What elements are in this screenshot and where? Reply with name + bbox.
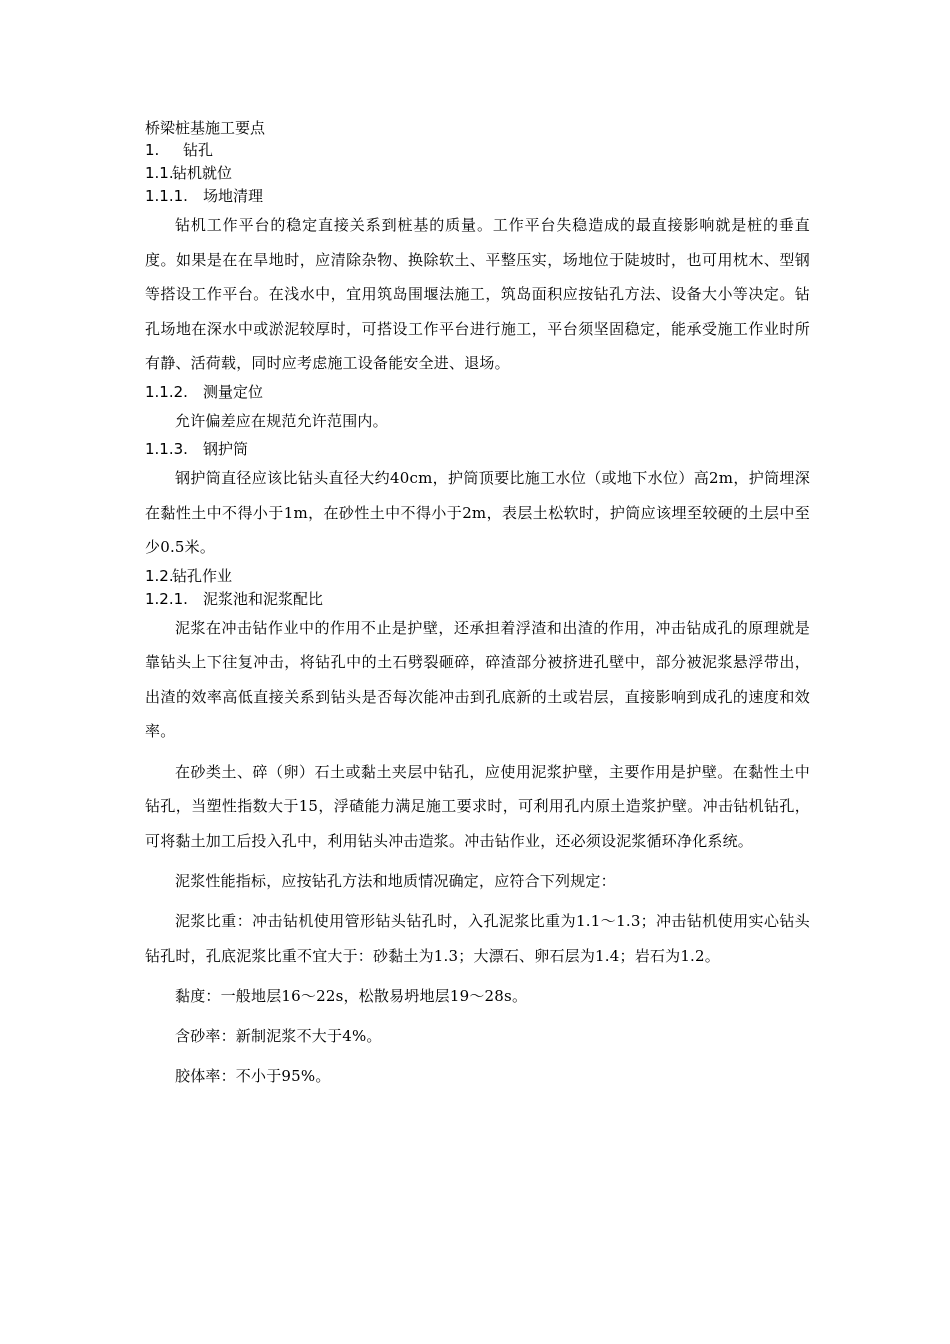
paragraph-site-clearing: 钻机工作平台的稳定直接关系到桩基的质量。工作平台失稳造成的最直接影响就是桩的垂直度。如果是在在旱地时，应清除杂物、换除软土、平整压实，场地位于陡坡时，也可用枕木、型钢等搭设工作平台。在浅水中，宜用筑岛围堰法施工，筑岛面积应按钻孔方法、设备大小等决定。钻孔场地在深水中或淤泥较厚时，可搭设工作平台进行施工，平台须坚固稳定，能承受施工作业时所有静、活荷载，同时应考虑施工设备能安全进、退场。: [145, 216, 810, 372]
heading-label: 钢护筒: [203, 440, 249, 458]
heading-label: 钻孔: [183, 141, 214, 159]
heading-number: 1.1.: [145, 164, 174, 182]
heading-1-2-1: [145, 588, 810, 611]
heading-label: 泥浆池和泥浆配比: [203, 589, 324, 608]
heading-1: [145, 139, 810, 162]
paragraph-mud-function: 泥浆在冲击钻作业中的作用不止是护壁，还承担着浮渣和出渣的作用，冲击钻成孔的原理就是靠钻头上下往复冲击，将钻孔中的土石劈裂砸碎，碎渣部分被挤进孔壁中，部分被泥浆悬浮带出，出渣的效率高低直接关系到钻头是否每次能冲击到孔底新的土或岩层，直接影响到成孔的速度和效率。: [145, 618, 810, 740]
heading-label: 场地清理: [203, 187, 264, 205]
heading-1-1-3: [145, 438, 810, 461]
heading-label: 钻机就位: [172, 164, 233, 182]
paragraph-mud-performance: 泥浆性能指标，应按钻孔方法和地质情况确定，应符合下列规定：: [175, 872, 616, 890]
heading-number: 1.1.2.: [145, 382, 188, 401]
paragraph-survey-positioning: 允许偏差应在规范允许范围内。: [175, 411, 388, 430]
heading-1-1-1: [145, 185, 810, 208]
heading-label: 钻孔作业: [172, 566, 233, 585]
paragraph-mud-wall-protection: 在砂类土、碎（卵）石土或黏土夹层中钻孔，应使用泥浆护壁，主要作用是护壁。在黏性土中钻孔，当塑性指数大于15，浮碴能力满足施工要求时，可利用孔内原土造浆护壁。冲击钻机钻孔，可将黏土加工后投入孔中，利用钻头冲击造浆。冲击钻作业，还必须设泥浆循环净化系统。: [145, 762, 810, 850]
paragraph-viscosity: 黏度：一般地层16～22s，松散易坍地层19～28s。: [175, 987, 528, 1005]
document-content: [145, 117, 810, 1093]
paragraph-steel-casing: 钢护筒直径应该比钻头直径大约40cm，护筒顶要比施工水位（或地下水位）高2m，护筒埋深在黏性土中不得小于1m，在砂性土中不得小于2m，表层土松软时，护筒应该埋至较硬的土层中至少0.5米。: [145, 469, 810, 556]
heading-number: 1.: [145, 141, 160, 159]
paragraph-mud-density: 泥浆比重：冲击钻机使用管形钻头钻孔时，入孔泥浆比重为1.1～1.3；冲击钻机使用实心钻头钻孔时，孔底泥浆比重不宜大于：砂黏土为1.3；大漂石、卵石层为1.4；岩石为1.2。: [145, 912, 810, 965]
paragraph-sand-content: 含砂率：新制泥浆不大于4%。: [175, 1027, 382, 1045]
paragraph-colloid-rate: 胶体率：不小于95%。: [175, 1067, 331, 1085]
heading-number: 1.2.1.: [145, 589, 188, 608]
heading-1-2: [145, 565, 810, 588]
heading-1-1-2: [145, 381, 810, 404]
heading-label: 测量定位: [203, 382, 264, 401]
document-title: 桥梁桩基施工要点: [145, 119, 266, 137]
heading-number: 1.2.: [145, 566, 174, 585]
heading-1-1: [145, 162, 810, 185]
heading-number: 1.1.1.: [145, 187, 188, 205]
heading-number: 1.1.3.: [145, 440, 188, 458]
